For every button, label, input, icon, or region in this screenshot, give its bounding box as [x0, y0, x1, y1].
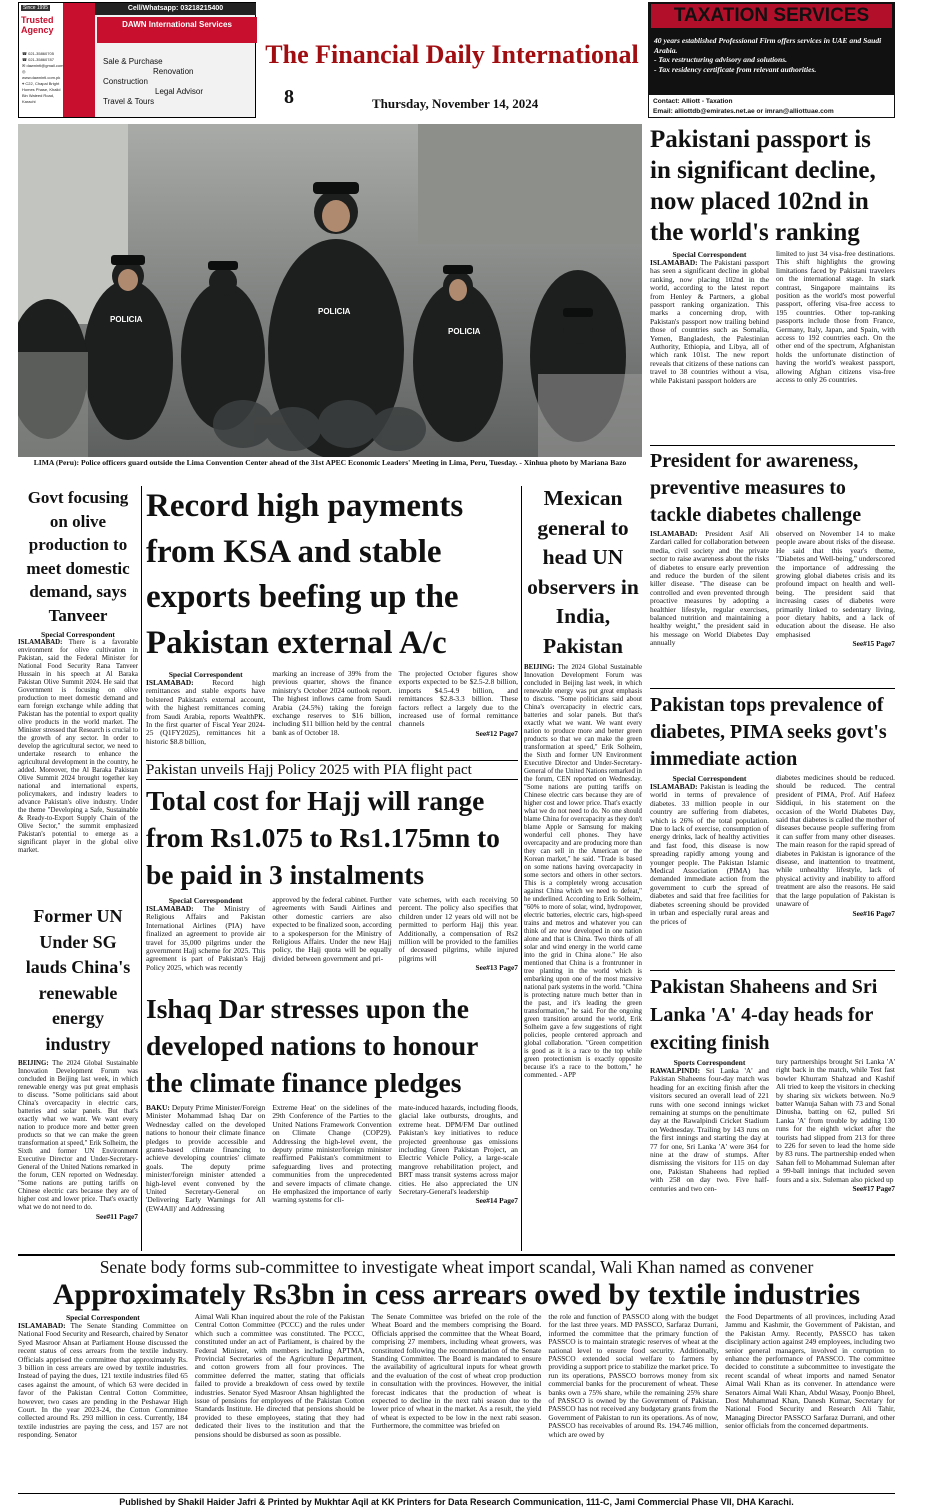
diabetes-awareness-body-2: observed on November 14 to make people aware about risks of the disease. He said that this year's theme, "Diabetes and Well-being," underscored the importance of addressing the growing global diabetes crisis and its profound impact on health and well-being. The president said that increasing cases of diabetes were primarily linked to sedentary living, poor dietary habits, and a lack of education about the disease. He also emphasised [776, 529, 895, 639]
see-more-link[interactable]: See#14 Page7 [475, 1196, 518, 1206]
service-item: Construction [103, 77, 148, 86]
dateline: ISLAMABAD: [146, 678, 194, 687]
page-number: 8 [284, 86, 294, 108]
byline: Special Correspondent [168, 896, 243, 905]
mail-icon: ✉ [22, 63, 26, 68]
since-badge: Since 1995 [23, 5, 49, 11]
unsg-story [18, 904, 138, 1221]
dar-body-2: Extreme Heat' on the sidelines of the 29th Conference of the Parties to the United Nations Framework Convention on Climate Change (COP29). Addressing the high-level event, the deputy prime minister/foreign minister reaffirmed Pakistan's commitment to safeguarding lives and protecting communities from the unprecedented and severe impacts of climate change. He emphasized the importance of early warning systems for cli- [272, 1103, 392, 1205]
service-item: Renovation [153, 67, 194, 76]
byline: Special Correspondent [65, 1313, 140, 1322]
wheat-body-3: The Senate Committee was briefed on the role of the Wheat Board and the members comprising the Board. Officials apprised the committee that the Wheat Board, comprising 27 members, including wheat growers, was constituted following the recommendation of the Senate Standing Committee. The Board is mandated to ensure the availability of agricultural inputs for wheat growth and the evaluation of the cost of wheat crop production in consultation with the provinces. However, the initial forecast indicates that the production of wheat is expected to decline in the next rabi season due to the lower price of wheat in the market. As a result, the yield of wheat is expected to be low in the next rabi season. Furthermore, the committee was briefed on [371, 1312, 542, 1431]
hajj-headline: Total cost for Hajj will range from Rs1.075 to Rs1.175mn to be paid in 3 instalments [146, 785, 500, 890]
hajj-body-3: vate schemes, with each receiving 50 percent. The policy also specifies that children under 12 years old will not be permitted to perform Hajj this year. Additionally, a compensation of Rs2 million will be provided to the families of deceased pilgrims, while injured pilgrims will [398, 895, 518, 963]
passport-body-2: limited to just 34 visa-free destinations. This shift highlights the growing limitations faced by Pakistani travelers on the international stage. In stark contrast, Singapore maintains its position as the world's most powerful passport, offering visa-free access to 195 countries. Other top-ranking passports include those from France, Germany, Italy, Japan, and Spain, with access to 192 countries each. On the other end of the spectrum, Afghanistan holds the unfortunate distinction of having the world's weakest passport, allowing Afghan citizens visa-free access to only 26 countries. [776, 249, 895, 385]
dateline: BEIJING: [18, 1060, 49, 1067]
cricket-body-1: Sri Lanka 'A' and Pakistan Shaheens four-day match was heading for an exciting finish after the visitors secured an overall lead of 221 runs with one second innings wicket remaining at stumps on the penultimate day at the Rawalpindi Cricket Stadium on Wednesday. Trailing by 143 runs on the first innings and starting the day at 77 for one, Sri Lanka 'A' were 364 for nine at the draw of stumps. After dismissing the visitors for 115 on day one, Pakistan Shaheens had replied with 258 on day two. Five half-centuries and two cen- [650, 1066, 769, 1193]
ksa-body-2: marking an increase of 39% from the previous quarter, shows the finance ministry's October 2024 outlook report. The highest inflows came from Saudi Arabia (24.5%) taking the foreign exchange reserves to $16 billion, including $11 billion held by the central bank as of October 18. [272, 669, 392, 737]
photo-caption: LIMA (Peru): Police officers guard outside the Lima Convention Center ahead of the 31st APEC Economic Leaders' Meeting in Lima, Peru, Tuesday. - Xinhua photo by Mariana Bazo [33, 458, 627, 467]
issue-date: Thursday, November 14, 2024 [372, 96, 539, 111]
service-item: Legal Advisor [155, 87, 204, 96]
lead-photo [18, 124, 642, 457]
svg-text:POLICIA: POLICIA [448, 327, 481, 336]
divider [650, 445, 895, 446]
byline: Sports Correspondent [673, 1058, 746, 1067]
taxation-contact [648, 94, 895, 118]
ksa-story [146, 484, 518, 746]
red-stripe [63, 3, 95, 117]
ad-address: C22, Chapal Bright Homes Phase, Khalid Bin Waleed Road, Karachi [22, 81, 61, 104]
byline: Special Correspondent [672, 774, 747, 783]
taxation-line: - Tax residency certificate from relevant authorities. [654, 64, 817, 74]
dateline: BAKU: [146, 1103, 170, 1112]
section-rule [18, 1254, 895, 1256]
ksa-body-3: The projected October figures show exports expected to be $2.5-2.8 billion, imports $4.5-4.9 billion, and remittances $2.8-3.3 billion. These factors reflect a largely due to the increased use of formal remittance channels [398, 669, 518, 729]
diabetes-awareness-story [650, 448, 895, 648]
phone-icon: ☎ [22, 51, 27, 56]
mexican-headline: Mexican general to head UN observers in India, Pakistan [527, 486, 639, 658]
ksa-body-1: Record high remittances and stable exports have bolstered Pakistan's external account, with the highest remittances coming from Saudi Arabia, reports WealthPK. In the first quarter of Fiscal Year 2024-25 (Q1FY2025), remittances hit a historic $8.8 billion, [146, 678, 266, 746]
hajj-body-2: approved by the federal cabinet. Further agreements with Saudi Airlines and other domestic carriers are also expected to be finalized soon, according to a spokesperson for the Ministry of Religious Affairs. Under the new Hajj policy, the Hajj quota will be equally divided between government and pri- [272, 895, 392, 963]
ad-email: dawnintl@gmail.com [26, 63, 64, 68]
masthead-title: The Financial Daily International [265, 40, 639, 69]
cricket-story [650, 973, 895, 1193]
diabetes-prevalence-body-2: diabetes medicines should be reduced. should be reduced. The central president of PIMA, Prof. Atif Hafeez Siddiqui, in his statement on the occasion of the World Diabetes Day, said that diabetes is called the mother of diseases because people suffering from it can suffer from many other diseases. The main reason for the rapid spread of diabetes in Pakistan is ignorance of the disease, and inattention to treatment, while unhealthy lifestyle, lack of physical activity and inability to afford treatment are also the reasons. He said that the large population of Pakistan is unaware of [776, 773, 895, 909]
divider [650, 688, 895, 689]
dawn-ad [18, 2, 256, 118]
service-item: Sale & Purchase [103, 57, 163, 66]
dateline: BEIJING: [524, 664, 555, 671]
phone-1: 021-35860705 [28, 51, 54, 56]
hajj-kicker: Pakistan unveils Hajj Policy 2025 with PIA flight pact [146, 760, 518, 780]
olive-headline: Govt focusing on olive production to meet domestic demand, says Tanveer [26, 488, 130, 625]
taxation-line: - Tax restructuring advisory and solutions. [654, 55, 788, 64]
dar-body-3: mate-induced hazards, including floods, glacial lake outbursts, droughts, and extreme heat. DPM/FM Dar outlined Pakistan's key initiatives to reduce projected greenhouse gas emissions including Green Pakistan Project, an Electric Vehicle Policy, a large-scale mangrove rehabilitation project, and BRT mass transit systems across major cities. He also appreciated the UN Secretary-General's leadership [398, 1103, 518, 1197]
phone-2: 021-35860787 [28, 57, 54, 62]
dawn-ad-left-panel [19, 3, 95, 117]
byline: Special Correspondent [168, 670, 243, 679]
olive-body: There is a favorable environment for olive cultivation in Pakistan, said the Federal Minister for National Food Security Rana Tanveer Hussain in his speech at Al Baraka Pakistan Olive Summit 2024. He said that Government is focusing on olive production to meet domestic demand and earn foreign exchange while adding that Pakistan has the potential to export quality olive products in the world market. The Minister stressed that Research is crucial to the growth of any sector. In order to develop the agricultural sector, we need to undertake research to enhance the agricultural development in the country, he added. Moreover, the Al Baraka Pakistan Olive Summit 2024 brought together key national and international experts, policymakers, and industry leaders to advance Pakistan's olive industry. Under the theme "Developing a Safe, Sustainable & Ready-to-Export Supply Chain of the Olive Sector," the summit emphasized Pakistan's potential to emerge as a significant player in the global olive market. [18, 639, 138, 854]
taxation-contact-email: Email: alliottdb@emirates.net.ae or imran@alliottuae.com [653, 108, 834, 115]
wheat-body-1: The Senate Standing Committee on National Food Security and Research, chaired by Senator Syed Masroor Ahsan at Parliament House discussed the recent status of cess arrears from the textile industry. Officials apprised the committee that approximately Rs. 3 billion in cess arrears are owed by textile industries. Instead of paying the dues, 121 textile industries filed 65 cases against the amount, of which 63 were decided in favor of the Pakistan Central Cotton Committee, however, two cases are pending in the Peshawar High Court. In the year 2023-24, the Cotton Committee collected around Rs. 293 million in cess. Currently, 184 textile industries are paying the cess, and 157 are not responding. Senator [18, 1321, 188, 1440]
cricket-body-2: tury partnerships brought Sri Lanka 'A' right back in the match, while Test fast bowler Khurram Shahzad and Kashif Ali tried to keep the visitors in checking by sharing six wickets between. No.9 batter Wanuja Sahan with 73 and Sonal Dinusha, batting on 62, pulled Sri Lanka 'A' from trouble by adding 130 runs for the eighth wicket after the tourists had slipped from 213 for three to 226 for seven to lead the home side by 83 runs. The partnership ended when Sahan fell to Mohammad Suleman after a 99-ball innings that included seven fours and a six. Suleman also picked up [776, 1057, 895, 1184]
see-more-link[interactable]: See#17 Page7 [852, 1184, 895, 1194]
dar-story [146, 990, 518, 1213]
see-more-link[interactable]: See#13 Page7 [475, 963, 518, 973]
olive-story [18, 486, 138, 855]
see-more-link[interactable]: See#12 Page7 [475, 728, 518, 738]
mexican-body: The 2024 Global Sustainable Innovation Development Forum was concluded in Beijing last week, in which renewable energy was put great emphasis to discuss. "Some politicians said about China's overcapacity in electric cars, batteries and solar panels. But that's exactly what we want. We want every nation to produce more and better green products so that we can make the green transformation at speed," Erik Solheim, the Sixth and former UN Environment Executive Director and Under-Secretary-General of the United Nations remarked in the forum, CEN reported on Wednesday. "Some nations are putting tariffs on Chinese electric cars because they are of higher cost and lower price. That's exactly what we do not need to do. No one should blame China for overcapacity as they don't blame Apple or Samsung for making wonderful cell phones. They have overcapacity and are producing more than they can sell in the American or the Korean market," he said. "Trade is based on some nations having overcapacity in some sectors and others in other sectors. This is a completely wrong accusation against China which we need to defeat," he underlined. According to Erik Solheim, "60% to more of solar, wind, hydropower, electric batteries, electric cars, high-speed trains and metros and whatever you can think of are now developed in one nation alone and that is China. Two thirds of all solar and wind energy in the world came into the grid in China alone." He also mentioned that China is a frontrunner in tree planting in the world which is embarking upon one of the most massive national park systems in the world. "China is protecting nature much better than in the past, and it's leading the green transformation," he said. For the ongoing green transition around the world, Erik Solheim gave a few suggestions of right policies, people centered approach and global collaboration. "Green competition is good as it is a race to the top while green protectionism is exactly opposite because it's a race to the bottom," he commented. - APP [524, 664, 642, 1079]
mexican-story [524, 484, 642, 1080]
passport-body-1: The Pakistani passport has seen a significant decline in global ranking, now placing 102nd in the world, according to the latest report from Henley & Partners, a global passport ranking organization. This marks a concerning drop, with Pakistan's passport now trailing behind those of countries such as Somalia, Yemen, Bangladesh, the Palestinian Authority, Ethiopia, and Libya, all of which rank 101st. The new report reveals that citizens of these nations can travel to 38 countries without a visa, while Pakistani passport holders are [650, 258, 769, 385]
police-officers-photo [18, 124, 642, 457]
unsg-headline: Former UN Under SG lauds China's renewable energy industry [25, 906, 131, 1054]
taxation-contact-name: Contact: Alliott - Taxation [653, 98, 733, 105]
ad-company-name: DAWN International Services [97, 17, 257, 43]
cricket-headline: Pakistan Shaheens and Sri Lanka 'A' 4-day heads for exciting finish [650, 976, 878, 1054]
wheat-headline: Approximately Rs3bn in cess arrears owed by textile industries [52, 1278, 861, 1311]
footer-imprint: Published by Shakil Haider Jafri & Printed by Mukhtar Aqil at KK Printers for Data Research Communication, 111-C, Jami Commercial Phase VII, DHA Karachi. [119, 1497, 794, 1507]
globe-icon: ◎ [22, 69, 26, 74]
diabetes-prevalence-story [650, 692, 895, 926]
wheat-story [18, 1257, 895, 1440]
wheat-body-4: the role and function of PASSCO along with the budget for the last three years. MD PASSCO, Sarfaraz Durrani, informed the committee that the primary function of PASSCO is to maintain strategic reserves of wheat at the national level to ensure food security. Additionally, PASSCO extended social welfare to farmers by providing a support price to stabilize the market price. To run its operations, PASSCO borrows money from six commercial banks for the procurement of wheat. These banks own a 75% share, while the remaining 25% share of PASSCO is owned by the Government of Pakistan. PASSCO has not received any budgetary grants from the Government of Pakistan to run its operations. As of now, PASSCO has receivables of around Rs. 194.746 million, which are owed by [548, 1312, 719, 1439]
dateline: ISLAMABAD: [18, 1321, 66, 1330]
see-more-link[interactable]: See#11 Page7 [95, 1212, 138, 1221]
dar-body-1: Deputy Prime Minister/Foreign Minister Mohammad Ishaq Dar on Wednesday called on the developed nations to honour their climate finance pledges to provide accessible and grants-based climate financing to achieve developing countries' climate goals. The deputy prime minister/foreign minister attended a high-level event convened by the United Secretary-General on 'Delivering Early Warnings for All (EW4All)' and Addressing [146, 1103, 266, 1213]
see-more-link[interactable]: See#15 Page7 [852, 639, 895, 649]
divider [650, 970, 895, 971]
wheat-kicker: Senate body forms sub-committee to investigate wheat import scandal, Wali Khan named as convener [99, 1257, 814, 1277]
dateline: ISLAMABAD: [146, 904, 194, 913]
taxation-body [654, 36, 890, 74]
pin-icon: ⌖ [22, 81, 25, 86]
svg-text:POLICIA: POLICIA [110, 315, 143, 324]
ad-services-list [103, 57, 253, 107]
hajj-body-1: The Ministry of Religious Affairs and Pakistan International Airlines (PIA) have finalized an agreement to provide air travel for 35,000 pilgrims under the government Hajj scheme for 2025. This agreement is part of Pakistan's Hajj Policy 2025, which was recently [146, 904, 266, 972]
trusted-agency-logo: Trusted Agency [21, 15, 54, 35]
diabetes-prevalence-headline: Pakistan tops prevalence of diabetes, PIMA seeks govt's immediate action [650, 694, 887, 770]
passport-story [650, 124, 895, 385]
wheat-body-5: the Food Departments of all provinces, including Azad Jammu and Kashmir, the Government of Pakistan, and the Pakistan Army. Recently, PASSCO has taken disciplinary action against 249 employees, including two senior general managers, involved in corruption to enhance the performance of PASSCO. The committee decided to constitute a subcommittee to investigate the recent scandal of wheat imports and named Senator Aimal Wali Khan as its convener. In attendance were Senators Aimal Wali Khan, Abdul Wasay, Poonjo Bheel, Dost Muhammad Khan, Danesh Kumar, Secretary for National Food Security and Research Ali Tahir, Managing Director PASSCO Sarfaraz Durrani, and other senior officials from the concerned departments. [725, 1312, 895, 1431]
svg-text:POLICIA: POLICIA [318, 307, 351, 316]
column-rule [521, 486, 522, 1251]
dateline: ISLAMABAD: [650, 529, 698, 538]
taxation-ad [648, 2, 895, 118]
column-rule [141, 486, 142, 1251]
taxation-title: TAXATION SERVICES [651, 4, 892, 28]
ad-contact-bar: Cell/Whatsapp: 03218215400 [95, 3, 256, 15]
masthead [262, 2, 642, 118]
ksa-headline: Record high payments from KSA and stable exports beefing up the Pakistan external A/c [146, 488, 464, 661]
ad-contact-details [22, 51, 64, 105]
diabetes-awareness-headline: President for awareness, preventive measures to tackle diabetes challenge [650, 450, 862, 526]
phone-icon: ☎ [22, 57, 27, 62]
ad-website: www.dawnintl.com.pk [22, 75, 61, 80]
unsg-body: The 2024 Global Sustainable Innovation Development Forum was concluded in Beijing last week, in which renewable energy was put great emphasis to discuss. "Some politicians said about China's overcapacity in electric cars, batteries and solar panels. But that's exactly what we want. We want every nation to produce more and better green products so that we can make the green transformation at speed," Erik Solheim, the Sixth and former UN Environment Executive Director and Under-Secretary-General of the United Nations remarked in the forum, CEN reported on Wednesday. "Some nations are putting tariffs on Chinese electric cars because they are of higher cost and lower price. That's exactly what we do not need to do. [18, 1060, 138, 1211]
passport-headline: Pakistani passport is in significant decline, now placed 102nd in the world's ranking [650, 126, 876, 246]
dateline: RAWALPINDI: [650, 1066, 701, 1075]
dateline: ISLAMABAD: [650, 258, 698, 267]
dar-headline: Ishaq Dar stresses upon the developed nations to honour the climate finance pledges [146, 993, 478, 1098]
diabetes-awareness-body-1: President Asif Ali Zardari called for collaboration between media, civil society and the private sector to raise awareness about the risks of diabetes to ensure early prevention and reduce the burden of the silent killer disease. "The disease can be controlled and even prevented through proactive measures by adopting a healthier lifestyle, regular exercises, balanced nutrition and maintaining a healthy weight," the president said in his message on World Diabetes Day annually [650, 529, 770, 648]
dateline: ISLAMABAD: [650, 782, 698, 791]
service-item: Travel & Tours [103, 97, 155, 106]
hajj-story [146, 760, 518, 972]
wheat-body-2: Aimal Wali Khan inquired about the role of the Pakistan Central Cotton Committee (PCCC) and the rules under which such a committee was constituted. The PCCC, constituted under an act of Parliament, is chaired by the Federal Minister, with members including APTMA, Provincial Secretaries of the Agriculture Department, and cotton growers from all four provinces. The committee deferred the matter, stating that officials failed to provide a breakdown of cess owed by textile industries. Senator Syed Masroor Ahsan highlighted the issue of pensions for employees of the Pakistan Cotton Standards Institute. He directed that pensions should be provided to these employees, stating that they had dedicated their lives to the institution and that the pensions should be disbursed as soon as possible. [194, 1312, 365, 1439]
byline: Special Correspondent [41, 630, 115, 639]
byline: Special Correspondent [672, 250, 747, 259]
dateline: ISLAMABAD: [18, 639, 63, 646]
see-more-link[interactable]: See#16 Page7 [852, 908, 895, 918]
taxation-line: 40 years established Professional Firm offers services in UAE and Saudi Arabia. [654, 36, 882, 55]
diabetes-prevalence-body-1: Pakistan is leading the world in terms of prevalence of diabetes. 33 million people in our country are suffering from diabetes, which is 26% of the total population. Due to lack of exercise, consumption of energy drinks, lack of healthy activities and fast food, this disease is now spreading rapidly among young and younger people. The Pakistan Islamic Medical Association (PIMA) has demanded immediate action from the government to curb the spread of diabetes and said that free facilities for diabetes screening should be provided in urban and especially rural areas and the prices of [650, 782, 769, 926]
footer-rule [18, 1493, 895, 1494]
